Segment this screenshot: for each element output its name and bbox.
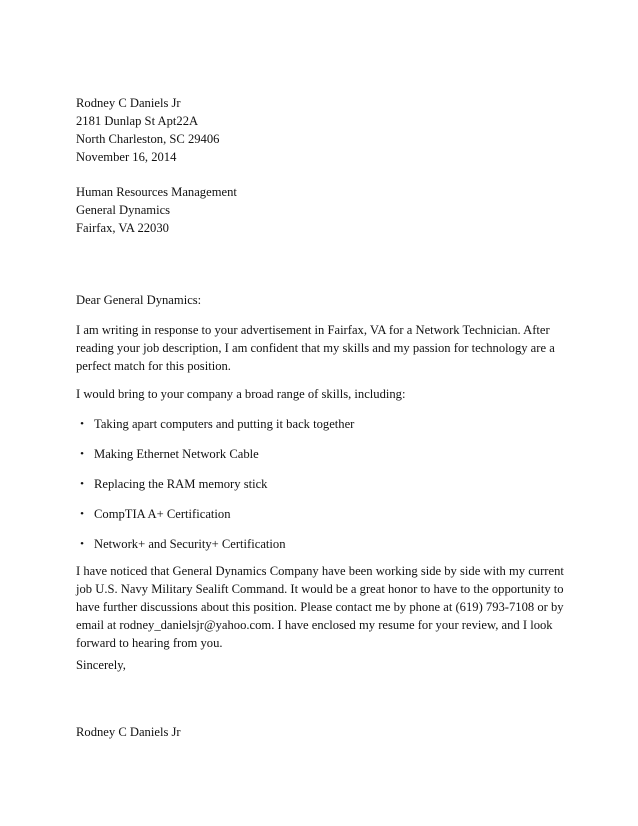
paragraph-skills-intro (76, 385, 566, 403)
bullet-icon: • (80, 418, 84, 430)
salutation (76, 291, 566, 309)
recipient-department: Human Resources Management (76, 185, 237, 199)
bullet-icon: • (80, 538, 84, 550)
paragraph-line: reading your job description, I am confident that my skills and my passion for technology are a (76, 341, 555, 355)
paragraph-line: forward to hearing from you. (76, 636, 223, 650)
signature-block (76, 723, 566, 741)
skill-text: Taking apart computers and putting it back together (94, 417, 355, 431)
skill-text: CompTIA A+ Certification (94, 507, 231, 521)
skill-text: Replacing the RAM memory stick (94, 477, 268, 491)
letter-date: November 16, 2014 (76, 150, 177, 164)
paragraph-line: email at rodney_danielsjr@yahoo.com. I have enclosed my resume for your review, and I look (76, 618, 553, 632)
closing-text: Sincerely, (76, 658, 126, 672)
paragraph-line: have further discussions about this position. Please contact me by phone at (619) 793-7108 or by (76, 600, 564, 614)
sender-name: Rodney C Daniels Jr (76, 96, 181, 110)
sender-city-state-zip: North Charleston, SC 29406 (76, 132, 220, 146)
paragraph-closing (76, 562, 566, 652)
sender-address-block (76, 94, 566, 166)
complimentary-close (76, 656, 566, 674)
bullet-icon: • (80, 478, 84, 490)
salutation-text: Dear General Dynamics: (76, 293, 202, 307)
paragraph-line: job U.S. Navy Military Sealift Command. It would be a great honor to have to the opportunity to (76, 582, 564, 596)
skill-text: Network+ and Security+ Certification (94, 537, 286, 551)
skill-text: Making Ethernet Network Cable (94, 447, 259, 461)
paragraph-line: I am writing in response to your advertisement in Fairfax, VA for a Network Technician. After (76, 323, 550, 337)
bullet-icon: • (80, 508, 84, 520)
signature-name: Rodney C Daniels Jr (76, 725, 181, 739)
bullet-icon: • (80, 448, 84, 460)
paragraph-intro (76, 321, 566, 375)
paragraph-line: I have noticed that General Dynamics Company have been working side by side with my current (76, 564, 564, 578)
recipient-company: General Dynamics (76, 203, 171, 217)
sender-street: 2181 Dunlap St Apt22A (76, 114, 199, 128)
paragraph-line: I would bring to your company a broad range of skills, including: (76, 387, 406, 401)
paragraph-line: perfect match for this position. (76, 359, 231, 373)
recipient-address-block (76, 183, 566, 237)
recipient-city-state-zip: Fairfax, VA 22030 (76, 221, 169, 235)
